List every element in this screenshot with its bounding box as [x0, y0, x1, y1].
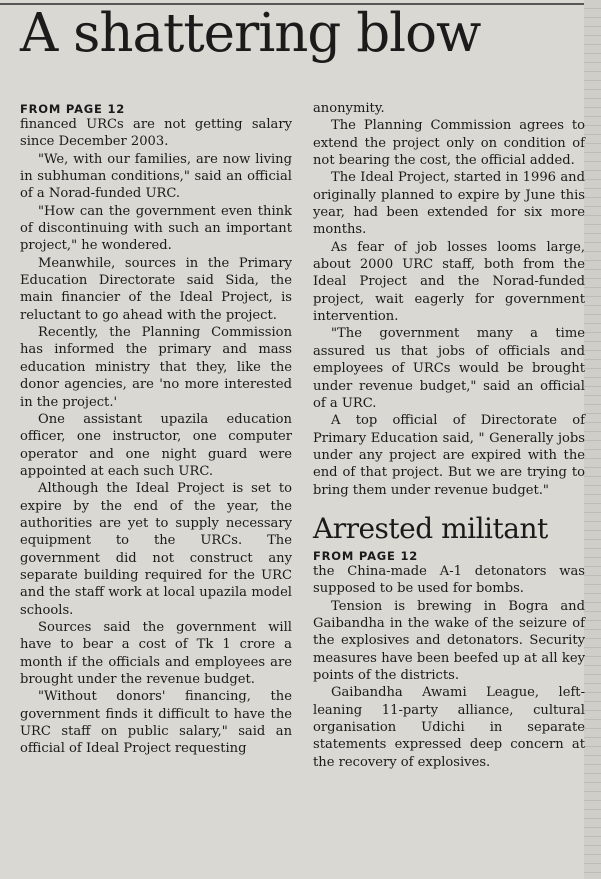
body-paragraph: Meanwhile, sources in the Primary Education Directorate said Sida, the main financier of the Ideal Project, is reluctant to go ahead with the project. — [20, 255, 292, 323]
body-paragraph: Gaibandha Awami League, left-leaning 11-party alliance, cultural organisation Udichi in separate statements expressed deep concern at the recovery of explosives. — [313, 685, 585, 770]
second-story-headline: Arrested militant — [313, 511, 548, 545]
body-paragraph: financed URCs are not getting salary since December 2003. — [20, 117, 292, 150]
main-story-right-column — [313, 100, 585, 771]
body-paragraph: "Without donors' financing, the government finds it difficult to have the URC staff on public salary," said an official of Ideal Project requesting — [20, 689, 292, 757]
body-paragraph: Recently, the Planning Commission has informed the primary and mass education ministry that they, like the donor agencies, are 'no more interested in the project.' — [20, 325, 292, 410]
main-story-left-column — [20, 102, 292, 872]
body-paragraph: As fear of job losses looms large, about 2000 URC staff, both from the Ideal Project and the Norad-funded project, wait eagerly for government intervention. — [313, 239, 585, 325]
body-paragraph: "How can the government even think of discontinuing with such an important project," he wondered. — [20, 203, 292, 254]
adjacent-column-edge — [584, 0, 601, 879]
body-paragraph: Tension is brewing in Bogra and Gaibandha in the wake of the seizure of the explosives and detonators. Security measures have been beefed up at all key points of the districts. — [313, 598, 585, 683]
body-paragraph: A top official of Directorate of Primary Education said, " Generally jobs under any project are expired with the end of that project. But we are trying to bring them under revenue budget." — [313, 413, 585, 498]
body-paragraph: The Planning Commission agrees to extend the project only on condition of not bearing the cost, the official added. — [313, 118, 585, 169]
body-paragraph: Although the Ideal Project is set to expire by the end of the year, the authorities are yet to supply necessary equipment to the URCs. The government did not construct any separate building required for the URC and the staff work at local upazila model schools. — [20, 481, 292, 618]
body-paragraph: the China-made A-1 detonators was supposed to be used for bombs. — [313, 563, 585, 597]
second-story-kicker: FROM PAGE 12 — [313, 548, 419, 563]
body-paragraph: anonymity. — [313, 101, 385, 116]
main-story-kicker: FROM PAGE 12 — [20, 102, 126, 116]
main-headline: A shattering blow — [20, 3, 481, 64]
body-paragraph: "The government many a time assured us that jobs of officials and employees of URCs would be brought under revenue budget," said an official of a URC. — [313, 326, 585, 411]
body-paragraph: Sources said the government will have to bear a cost of Tk 1 crore a month if the officials and employees are brought under the revenue budget. — [20, 619, 292, 687]
body-paragraph: The Ideal Project, started in 1996 and originally planned to expire by June this year, had been extended for six more months. — [313, 170, 585, 238]
body-paragraph: "We, with our families, are now living in subhuman conditions," said an official of a Norad-funded URC. — [20, 151, 292, 202]
body-paragraph: One assistant upazila education officer, one instructor, one computer operator and one night guard were appointed at each such URC. — [20, 411, 292, 479]
